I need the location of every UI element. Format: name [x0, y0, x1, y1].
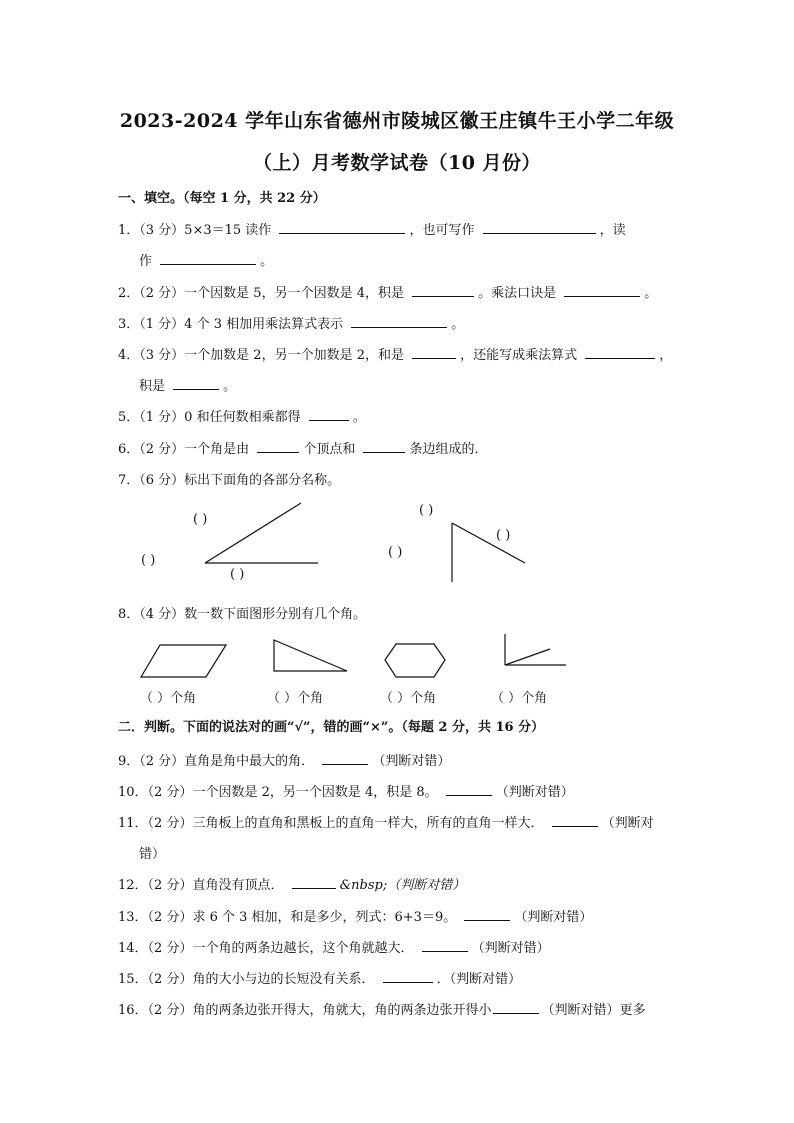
angle1-ray-upper [205, 503, 301, 563]
parallelogram-shape [141, 645, 226, 677]
hexagon-shape [385, 644, 445, 677]
question-12 [118, 874, 465, 893]
q3-text-a: 3．（1 分）4 个 3 相加用乘法算式表示 [118, 317, 344, 332]
section1-heading: 一、填空。（每空 1 分，共 22 分） [118, 191, 326, 206]
q16-text-a: 16．（2 分）角的两条边张开得大，角就大，角的两条边张开得小 [118, 1003, 492, 1018]
q8-answer-label-2: （ ）个角 [267, 691, 324, 706]
question-8: 8．（4 分）数一数下面图形分别有几个角。 [118, 607, 367, 622]
angle-figure-2 [452, 523, 525, 582]
angle-shape-middle [505, 649, 550, 665]
q1-text-e: 。 [260, 254, 274, 269]
q2-text-c: 。 [644, 286, 658, 301]
q1-text-d: 作 [139, 254, 153, 269]
q1-text-c: ，读 [599, 223, 626, 238]
q10-blank[interactable] [446, 783, 492, 796]
angle1-label-upper-ray: ( ) [193, 512, 208, 527]
question-14 [118, 937, 550, 956]
q13-text-a: 13．（2 分）求 6 个 3 相加，和是多少，列式：6+3＝9。 [118, 910, 457, 925]
q9-blank[interactable] [322, 752, 368, 765]
q13-text-b: （判断对错） [514, 910, 593, 925]
q12-text-b: &nbsp;（判断对错） [339, 878, 466, 893]
q4-text-c: ， [659, 348, 673, 363]
q2-text-b: 。乘法口诀是 [478, 286, 557, 301]
q4-text-a: 4．（3 分）一个加数是 2，另一个加数是 2，和是 [118, 348, 404, 363]
q4-text-b: ，还能写成乘法算式 [460, 348, 578, 363]
q9-text-b: （判断对错） [372, 754, 451, 769]
q10-text-a: 10．（2 分）一个因数是 2，另一个因数是 4，积是 8。 [118, 785, 438, 800]
q8-answer-label-3: （ ）个角 [380, 691, 437, 706]
q5-text-a: 5．（1 分）0 和任何数相乘都得 [118, 410, 301, 425]
q12-blank[interactable] [292, 876, 336, 889]
question-13 [118, 906, 592, 925]
q16-blank[interactable] [493, 1001, 539, 1014]
angle2-label-slanted-ray: ( ) [496, 528, 511, 543]
exam-title-line2: （上）月考数学试卷（10 月份） [252, 152, 542, 174]
q16-text-b: （判断对错）更多 [541, 1003, 646, 1018]
question-11-cont: 错） [139, 847, 166, 862]
q14-blank[interactable] [422, 939, 468, 952]
q15-text-b: ．（判断对错） [436, 972, 522, 987]
q8-answer-label-4: （ ）个角 [491, 691, 548, 706]
angle2-label-vertical-ray: ( ) [388, 545, 403, 560]
angle1-label-vertex: ( ) [141, 553, 156, 568]
q13-blank[interactable] [464, 908, 510, 921]
section2-heading: 二．判断。下面的说法对的画“√”，错的画“×”。（每题 2 分，共 16 分） [118, 720, 545, 735]
q4-text-d: 积是 [139, 379, 166, 394]
q6-text-c: 条边组成的． [409, 442, 488, 457]
right-triangle-shape [274, 640, 347, 671]
question-10 [118, 781, 574, 800]
question-7: 7．（6 分）标出下面角的各部分名称。 [118, 473, 341, 488]
q15-blank[interactable] [383, 970, 433, 983]
angle1-label-lower-ray: ( ) [230, 567, 245, 582]
q8-answer-label-1: （ ）个角 [140, 691, 197, 706]
angle2-ray-slanted [452, 523, 525, 563]
q1-text-b: ，也可写作 [409, 223, 475, 238]
angle-figure-1 [205, 503, 318, 563]
q5-text-b: 。 [352, 410, 366, 425]
angle2-label-vertex: ( ) [419, 503, 434, 518]
q6-text-a: 6．（2 分）一个角是由 [118, 442, 250, 457]
q6-text-b: 个顶点和 [303, 442, 356, 457]
q11-text-b: （判断对 [601, 816, 654, 831]
q4-text-e: 。 [223, 379, 237, 394]
question-11 [118, 812, 654, 831]
q9-text-a: 9．（2 分）直角是角中最大的角． [118, 754, 315, 769]
question-16 [118, 999, 645, 1018]
exam-title-line1: 2023-2024 学年山东省德州市陵城区徽王庄镇牛王小学二年级 [119, 110, 675, 132]
q14-text-a: 14．（2 分）一个角的两条边越长，这个角就越大． [118, 941, 414, 956]
q12-text-a: 12．（2 分）直角没有顶点． [118, 878, 284, 893]
q1-text-a: 1．（3 分）5×3＝15 读作 [118, 223, 272, 238]
question-9 [118, 750, 450, 769]
q14-text-b: （判断对错） [471, 941, 550, 956]
q10-text-b: （判断对错） [495, 785, 574, 800]
q11-text-a: 11．（2 分）三角板上的直角和黑板上的直角一样大，所有的直角一样大． [118, 816, 544, 831]
q2-text-a: 2．（2 分）一个因数是 5，另一个因数是 4，积是 [118, 286, 404, 301]
q15-text-a: 15．（2 分）角的大小与边的长短没有关系． [118, 972, 375, 987]
q3-text-b: 。 [451, 317, 465, 332]
q11-blank[interactable] [552, 814, 598, 827]
question-15 [118, 968, 521, 987]
